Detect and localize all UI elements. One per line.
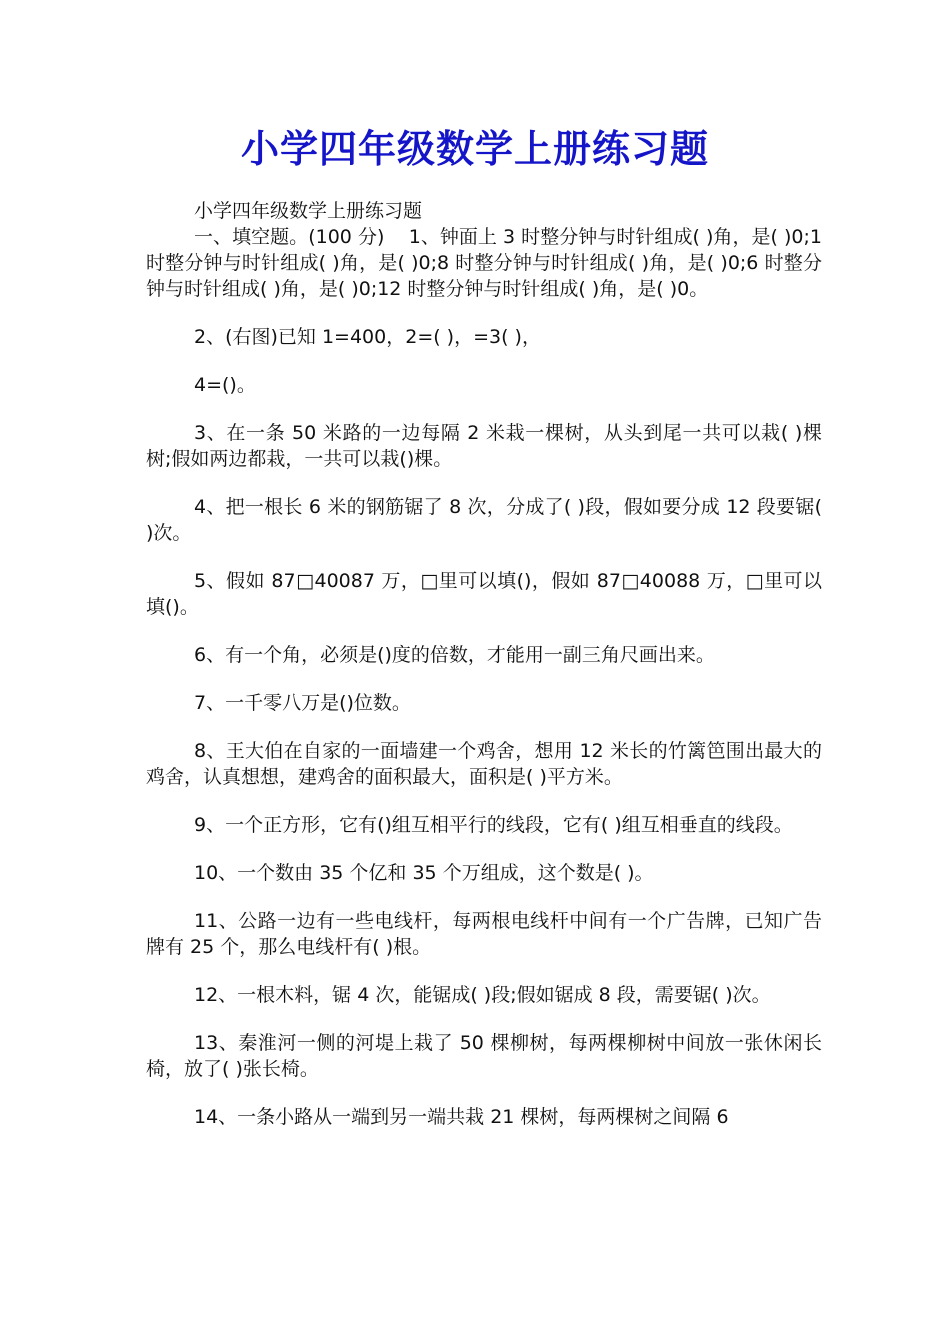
paragraph-fill-in-intro: 一、填空题。(100 分) 1、钟面上 3 时整分钟与时针组成( )角，是( )0;1 时整分钟与时针组成( )角，是( )0;8 时整分钟与时针组成( )角，是( )0;6 时整分钟与时针组成( )角，是( )0;12 时整分钟与时针组成( )角，是( )0。 [146, 226, 822, 300]
paragraph-question-2-cont: 4=()。 [194, 374, 256, 396]
paragraph-question-13: 13、秦淮河一侧的河堤上栽了 50 棵柳树，每两棵柳树中间放一张休闲长椅，放了( )张长椅。 [146, 1032, 822, 1080]
document-subtitle: 小学四年级数学上册练习题 [194, 200, 423, 222]
paragraph-question-4: 4、把一根长 6 米的钢筋锯了 8 次，分成了( )段，假如要分成 12 段要锯( )次。 [146, 496, 822, 544]
document-title: 小学四年级数学上册练习题 [240, 126, 709, 171]
paragraph-question-8: 8、王大伯在自家的一面墙建一个鸡舍，想用 12 米长的竹篱笆围出最大的鸡舍，认真想想，建鸡舍的面积最大，面积是( )平方米。 [146, 740, 822, 788]
paragraph-question-10: 10、一个数由 35 个亿和 35 个万组成，这个数是( )。 [194, 862, 654, 884]
paragraph-question-7: 7、一千零八万是()位数。 [194, 692, 411, 714]
paragraph-question-5: 5、假如 87□40087 万，□里可以填()，假如 87□40088 万，□里可以填()。 [146, 570, 822, 618]
paragraph-question-9: 9、一个正方形，它有()组互相平行的线段，它有( )组互相垂直的线段。 [194, 814, 793, 836]
paragraph-question-3: 3、在一条 50 米路的一边每隔 2 米栽一棵树，从头到尾一共可以栽( )棵树;假如两边都栽，一共可以栽()棵。 [146, 422, 822, 470]
paragraph-question-2: 2、(右图)已知 1=400，2=( )，=3( )， [194, 326, 541, 348]
paragraph-question-14: 14、一条小路从一端到另一端共栽 21 棵树，每两棵树之间隔 6 [194, 1106, 729, 1128]
paragraph-question-12: 12、一根木料，锯 4 次，能锯成( )段;假如锯成 8 段，需要锯( )次。 [194, 984, 771, 1006]
paragraph-question-11: 11、公路一边有一些电线杆，每两根电线杆中间有一个广告牌，已知广告牌有 25 个，那么电线杆有( )根。 [146, 910, 822, 958]
document-body [146, 198, 822, 1130]
paragraph-question-6: 6、有一个角，必须是()度的倍数，才能用一副三角尺画出来。 [194, 644, 715, 666]
